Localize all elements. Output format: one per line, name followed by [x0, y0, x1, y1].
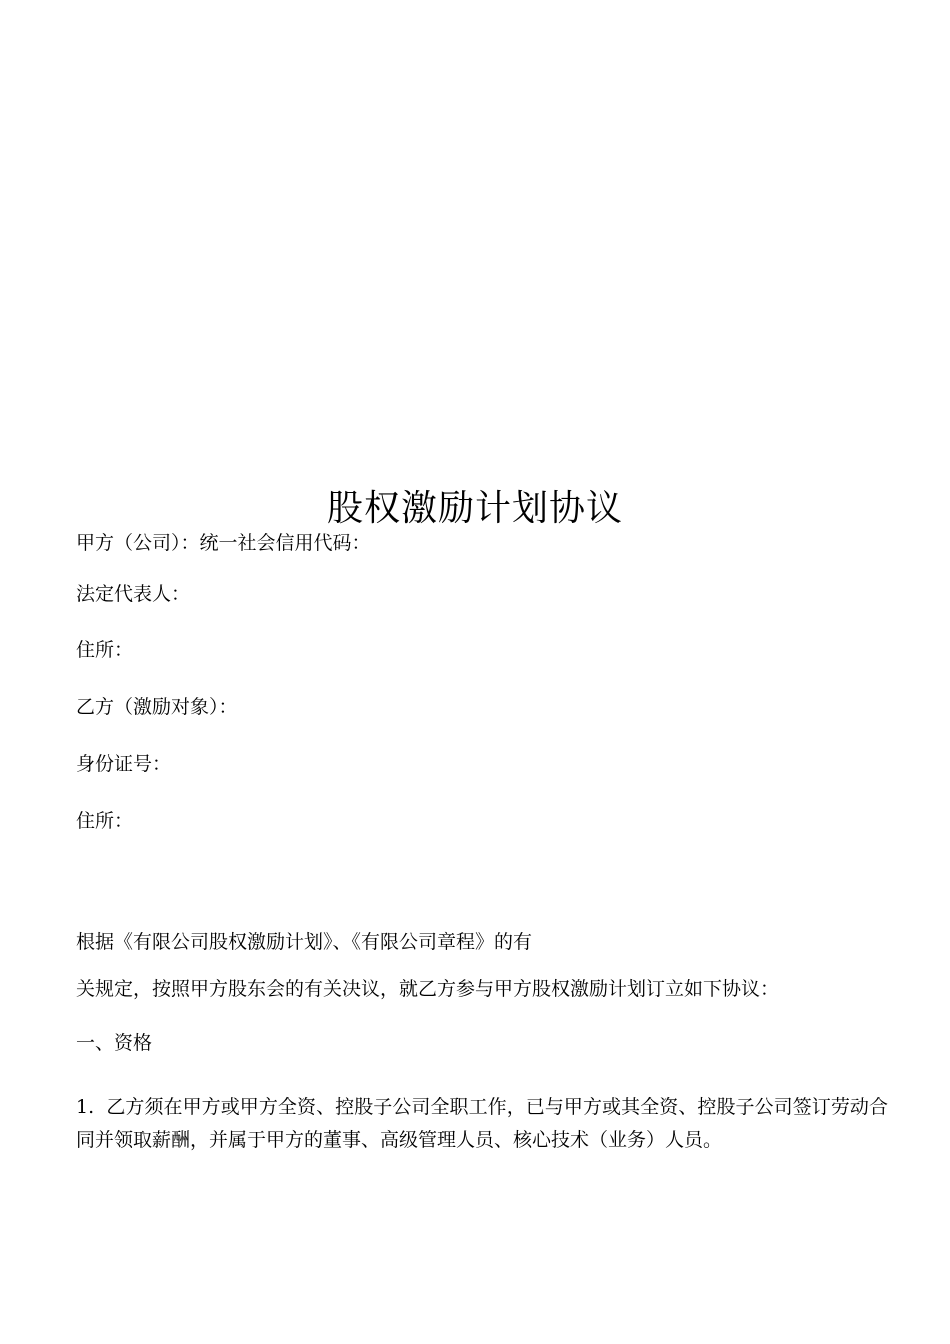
party-b-address-line: 住所：: [76, 810, 134, 832]
document-title: 股权激励计划协议: [326, 488, 623, 529]
id-number-line: 身份证号：: [76, 753, 172, 775]
party-a-line: 甲方（公司）：统一社会信用代码：: [76, 532, 371, 554]
legal-representative-line: 法定代表人：: [76, 583, 191, 605]
party-a-address-line: 住所：: [76, 639, 134, 661]
party-b-line: 乙方（激励对象）：: [76, 696, 238, 718]
intro-line-1: 根据《有限公司股权激励计划》、《有限公司章程》的有: [76, 931, 533, 953]
intro-line-2: 关规定，按照甲方股东会的有关决议，就乙方参与甲方股权激励计划订立如下协议：: [76, 978, 780, 1000]
clause-1-1: 1. 乙方须在甲方或甲方全资、控股子公司全职工作，已与甲方或其全资、控股子公司签订劳动合同并领取薪酬，并属于甲方的董事、高级管理人员、核心技术（业务）人员。: [76, 1096, 888, 1151]
section-heading-qualification: 一、资格: [76, 1032, 153, 1054]
